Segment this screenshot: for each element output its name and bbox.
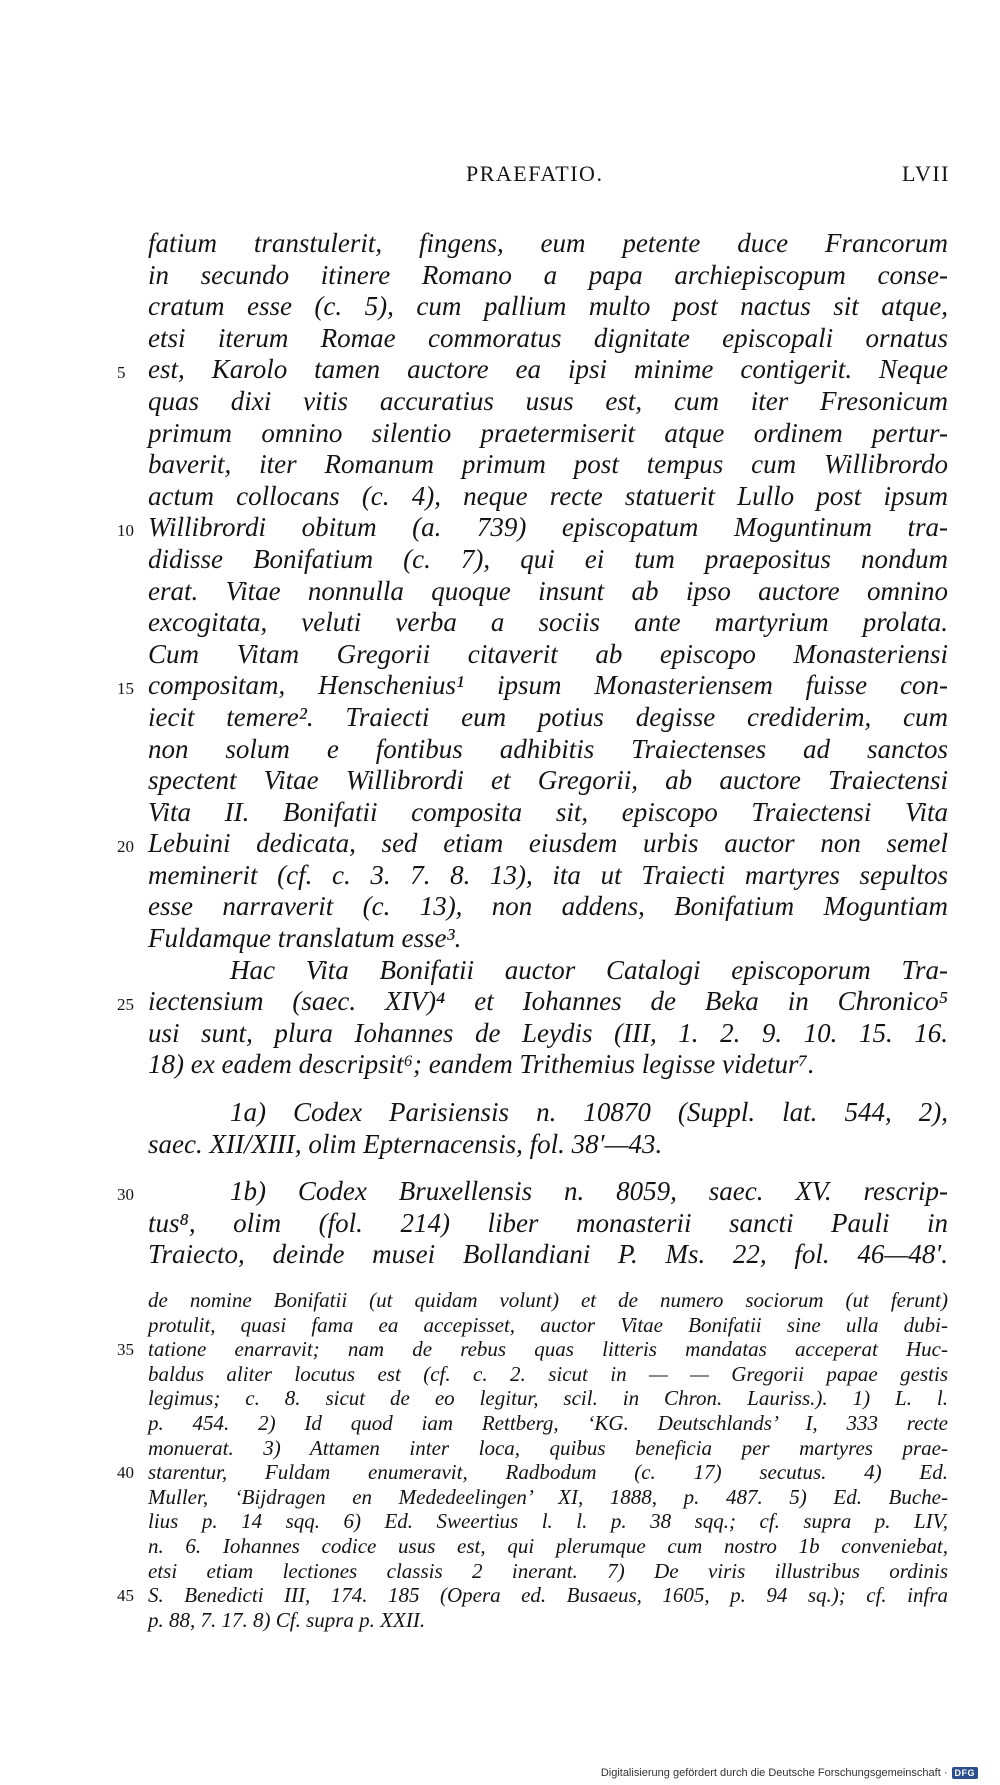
note-line bbox=[0, 1559, 1000, 1584]
text-line bbox=[0, 1208, 1000, 1240]
line-text: legimus; c. 8. sicut de eo legitur, scil. in Chron. Lauriss.). 1) L. l. bbox=[148, 1386, 948, 1411]
text-line bbox=[0, 1129, 1000, 1161]
line-text: erat. Vitae nonnulla quoque insunt ab ipso auctore omnino bbox=[148, 575, 948, 606]
line-text: monuerat. 3) Attamen inter loca, quibus beneficia per martyres prae- bbox=[148, 1435, 948, 1460]
line-text: esse narraverit (c. 13), non addens, Bonifatium Moguntiam bbox=[148, 891, 948, 922]
line-text: actum collocans (c. 4), neque recte statuerit Lullo post ipsum bbox=[148, 480, 948, 511]
note-line bbox=[0, 1534, 1000, 1559]
text-line bbox=[0, 702, 1000, 734]
line-text: lius p. 14 sqq. 6) Ed. Sweertius l. l. p. 38 sqq.; cf. supra p. LIV, bbox=[148, 1509, 948, 1534]
text-line bbox=[0, 323, 1000, 355]
line-text: Hac Vita Bonifatii auctor Catalogi episcoporum Tra- bbox=[230, 954, 948, 985]
line-number: 45 bbox=[117, 1586, 134, 1606]
digitization-footer bbox=[601, 1767, 978, 1779]
note-line bbox=[0, 1386, 1000, 1411]
line-number: 35 bbox=[117, 1340, 134, 1360]
text-line bbox=[0, 734, 1000, 766]
line-text: etsi iterum Romae commoratus dignitate episcopali ornatus bbox=[148, 322, 948, 353]
line-number: 5 bbox=[117, 363, 126, 383]
text-line bbox=[0, 1097, 1000, 1129]
line-text: meminerit (cf. c. 3. 7. 8. 13), ita ut Traiecti martyres sepultos bbox=[148, 859, 948, 890]
text-line bbox=[0, 1049, 1000, 1081]
line-text: etsi etiam lectiones classis 2 inerant. 7) De viris illustribus ordinis bbox=[148, 1558, 948, 1583]
text-line bbox=[0, 512, 1000, 544]
line-text: primum omnino silentio praetermiserit atque ordinem pertur- bbox=[148, 417, 948, 448]
line-text: S. Benedicti III, 174. 185 (Opera ed. Busaeus, 1605, p. 94 sq.); cf. infra bbox=[148, 1583, 948, 1608]
line-text: 1b) Codex Bruxellensis n. 8059, saec. XV. rescrip- bbox=[230, 1176, 948, 1207]
line-text: Willibrordi obitum (a. 739) episcopatum Moguntinum tra- bbox=[148, 512, 948, 543]
note-line bbox=[0, 1288, 1000, 1313]
text-line bbox=[0, 639, 1000, 671]
text-line bbox=[0, 386, 1000, 418]
line-text: compositam, Henschenius¹ ipsum Monasteriensem fuisse con- bbox=[148, 670, 948, 701]
line-text: 18) ex eadem descripsit⁶; eandem Trithemius legisse videtur⁷. bbox=[148, 1049, 815, 1080]
text-line bbox=[0, 955, 1000, 987]
line-text: de nomine Bonifatii (ut quidam volunt) et de numero sociorum (ut ferunt) bbox=[148, 1288, 948, 1312]
note-line bbox=[0, 1436, 1000, 1461]
text-line bbox=[0, 418, 1000, 450]
note-line bbox=[0, 1583, 1000, 1608]
text-line bbox=[0, 607, 1000, 639]
line-text: iectensium (saec. XIV)⁴ et Iohannes de Beka in Chronico⁵ bbox=[148, 986, 948, 1017]
page-number: LVII bbox=[902, 161, 950, 186]
line-text: didisse Bonifatium (c. 7), qui ei tum praepositus nondum bbox=[148, 543, 948, 574]
line-text: Muller, ‘Bijdragen en Mededeelingen’ XI, 1888, p. 487. 5) Ed. Buche- bbox=[148, 1484, 948, 1509]
line-text: baverit, iter Romanum primum post tempus cum Willibrordo bbox=[148, 449, 948, 480]
line-text: starentur, Fuldam enumeravit, Radbodum (c. 17) secutus. 4) Ed. bbox=[148, 1460, 948, 1485]
line-text: non solum e fontibus adhibitis Traiectenses ad sanctos bbox=[148, 733, 948, 764]
note-line bbox=[0, 1460, 1000, 1485]
main-text bbox=[0, 228, 1000, 1271]
line-number: 25 bbox=[117, 995, 134, 1015]
line-number: 10 bbox=[117, 521, 134, 541]
text-line bbox=[0, 576, 1000, 608]
line-number: 40 bbox=[117, 1463, 134, 1483]
text-line bbox=[0, 797, 1000, 829]
line-number: 30 bbox=[117, 1185, 134, 1205]
text-line bbox=[0, 481, 1000, 513]
line-number: 15 bbox=[117, 679, 134, 699]
footer-credit: Digitalisierung gefördert durch die Deutsche Forschungsgemeinschaft · bbox=[600, 1767, 948, 1779]
text-line bbox=[0, 228, 1000, 260]
text-line bbox=[0, 354, 1000, 386]
note-line bbox=[0, 1509, 1000, 1534]
text-line bbox=[0, 1018, 1000, 1050]
text-line bbox=[0, 670, 1000, 702]
line-text: usi sunt, plura Iohannes de Leydis (III, 1. 2. 9. 10. 15. 16. bbox=[148, 1017, 948, 1048]
line-text: Fuldamque translatum esse³. bbox=[148, 923, 462, 954]
line-text: Traiecto, deinde musei Bollandiani P. Ms. 22, fol. 46—48′. bbox=[148, 1239, 948, 1270]
page-header bbox=[146, 161, 950, 191]
line-text: Cum Vitam Gregorii citaverit ab episcopo Monasteriensi bbox=[148, 638, 948, 669]
running-title: PRAEFATIO. bbox=[466, 161, 604, 186]
line-text: p. 88, 7. 17. 8) Cf. supra p. XXII. bbox=[148, 1607, 426, 1632]
line-text: saec. XII/XIII, olim Epternacensis, fol. 38′—43. bbox=[148, 1128, 663, 1159]
note-line bbox=[0, 1608, 1000, 1633]
text-line bbox=[0, 828, 1000, 860]
line-text: tus⁸, olim (fol. 214) liber monasterii sancti Pauli in bbox=[148, 1207, 948, 1238]
text-line bbox=[0, 449, 1000, 481]
text-line bbox=[0, 923, 1000, 955]
note-line bbox=[0, 1485, 1000, 1510]
note-line bbox=[0, 1411, 1000, 1436]
line-text: excogitata, veluti verba a sociis ante martyrium prolata. bbox=[148, 607, 948, 638]
line-number: 20 bbox=[117, 837, 134, 857]
line-text: Lebuini dedicata, sed etiam eiusdem urbis auctor non semel bbox=[148, 828, 948, 859]
text-line bbox=[0, 1176, 1000, 1208]
text-line bbox=[0, 986, 1000, 1018]
line-text: protulit, quasi fama ea accepisset, auctor Vitae Bonifatii sine ulla dubi- bbox=[148, 1312, 948, 1337]
note-line bbox=[0, 1362, 1000, 1387]
line-text: 1a) Codex Parisiensis n. 10870 (Suppl. lat. 544, 2), bbox=[230, 1097, 948, 1128]
footnotes bbox=[0, 1288, 1000, 1632]
line-text: est, Karolo tamen auctore ea ipsi minime contigerit. Neque bbox=[148, 354, 948, 385]
text-line bbox=[0, 860, 1000, 892]
text-line bbox=[0, 1239, 1000, 1271]
line-text: baldus aliter locutus est (cf. c. 2. sicut in — — Gregorii papae gestis bbox=[148, 1361, 948, 1386]
dfg-logo: DFG bbox=[952, 1767, 979, 1779]
note-line bbox=[0, 1337, 1000, 1362]
note-line bbox=[0, 1313, 1000, 1338]
text-line bbox=[0, 765, 1000, 797]
paragraph-gap bbox=[0, 1160, 1000, 1176]
line-text: fatium transtulerit, fingens, eum petente duce Francorum bbox=[148, 228, 948, 258]
line-text: iecit temere². Traiecti eum potius degisse crediderim, cum bbox=[148, 701, 948, 732]
line-text: n. 6. Iohannes codice usus est, qui plerumque cum nostro 1b conveniebat, bbox=[148, 1533, 948, 1558]
line-text: cratum esse (c. 5), cum pallium multo post nactus sit atque, bbox=[148, 291, 948, 322]
text-line bbox=[0, 544, 1000, 576]
text-line bbox=[0, 891, 1000, 923]
line-text: quas dixi vitis accuratius usus est, cum iter Fresonicum bbox=[148, 385, 948, 416]
line-text: Vita II. Bonifatii composita sit, episcopo Traiectensi Vita bbox=[148, 796, 948, 827]
text-line bbox=[0, 260, 1000, 292]
line-text: p. 454. 2) Id quod iam Rettberg, ‘KG. Deutschlands’ I, 333 recte bbox=[148, 1410, 948, 1435]
line-text: in secundo itinere Romano a papa archiepiscopum conse- bbox=[148, 259, 948, 290]
line-text: spectent Vitae Willibrordi et Gregorii, ab auctore Traiectensi bbox=[148, 765, 948, 796]
paragraph-gap bbox=[0, 1081, 1000, 1097]
text-line bbox=[0, 291, 1000, 323]
line-text: tatione enarravit; nam de rebus quas litteris mandatas acceperat Huc- bbox=[148, 1337, 948, 1362]
